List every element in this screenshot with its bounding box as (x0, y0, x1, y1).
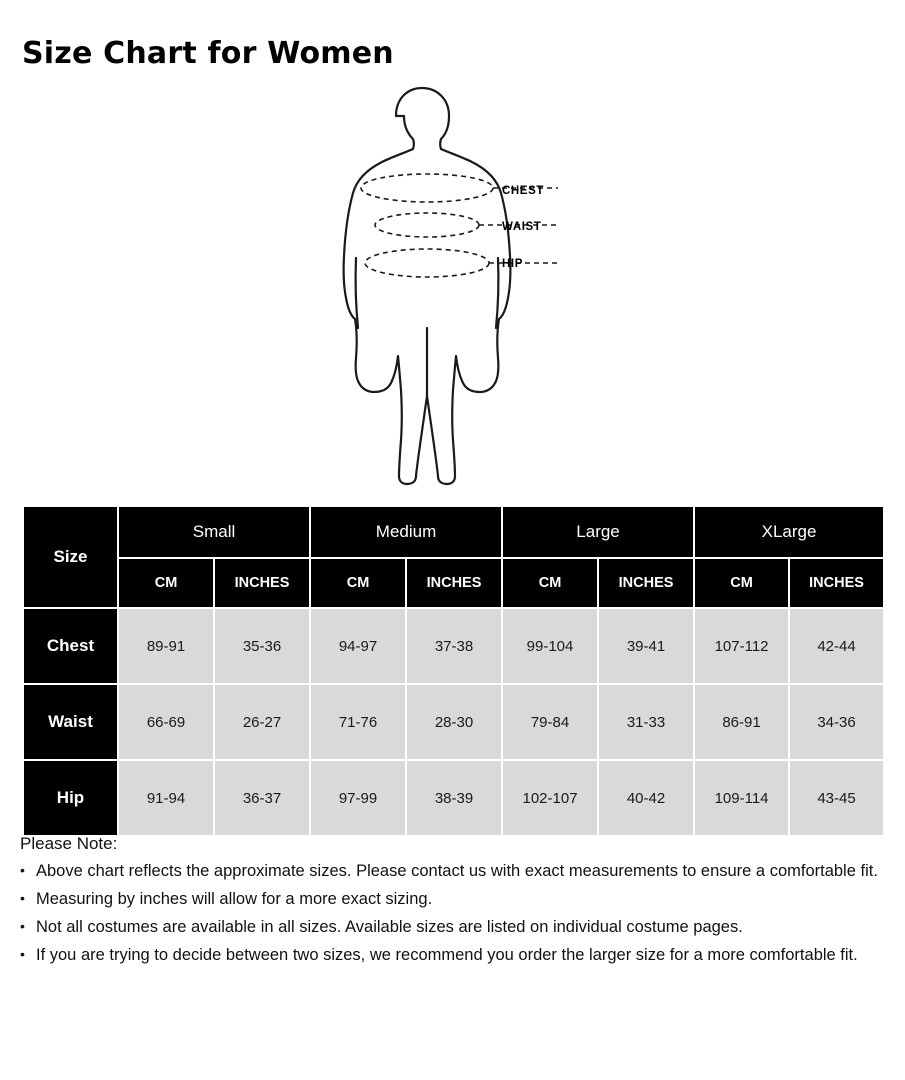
header-size: Size (23, 506, 118, 608)
cell-chest-large-in: 39-41 (598, 608, 694, 684)
chest-ellipse (361, 174, 493, 202)
cell-waist-large-cm: 79-84 (502, 684, 598, 760)
header-unit-cm-small: CM (118, 558, 214, 608)
header-unit-cm-medium: CM (310, 558, 406, 608)
cell-waist-xlarge-in: 34-36 (789, 684, 884, 760)
cell-hip-xlarge-cm: 109-114 (694, 760, 789, 836)
cell-waist-medium-cm: 71-76 (310, 684, 406, 760)
table-row (23, 760, 884, 836)
cell-hip-medium-cm: 97-99 (310, 760, 406, 836)
header-unit-inches-small: INCHES (214, 558, 310, 608)
female-body-outline-icon (300, 78, 600, 488)
cell-chest-xlarge-in: 42-44 (789, 608, 884, 684)
header-unit-inches-xlarge: INCHES (789, 558, 884, 608)
header-unit-cm-xlarge: CM (694, 558, 789, 608)
header-size-small: Small (118, 506, 310, 558)
header-size-medium: Medium (310, 506, 502, 558)
cell-hip-large-in: 40-42 (598, 760, 694, 836)
cell-hip-small-cm: 91-94 (118, 760, 214, 836)
cell-chest-small-cm: 89-91 (118, 608, 214, 684)
cell-hip-large-cm: 102-107 (502, 760, 598, 836)
cell-hip-xlarge-in: 43-45 (789, 760, 884, 836)
row-label-chest: Chest (23, 608, 118, 684)
header-unit-cm-large: CM (502, 558, 598, 608)
notes-heading: Please Note: (20, 834, 118, 853)
cell-waist-large-in: 31-33 (598, 684, 694, 760)
body-diagram (300, 78, 600, 488)
cell-chest-small-in: 35-36 (214, 608, 310, 684)
cell-chest-large-cm: 99-104 (502, 608, 598, 684)
cell-waist-small-in: 26-27 (214, 684, 310, 760)
waist-label: WAIST (502, 221, 542, 233)
header-unit-inches-medium: INCHES (406, 558, 502, 608)
chest-label: CHEST (502, 185, 544, 197)
list-item: • Measuring by inches will allow for a more exact sizing. (20, 889, 890, 911)
row-label-waist: Waist (23, 684, 118, 760)
hip-label: HIP (502, 258, 523, 270)
cell-chest-medium-in: 37-38 (406, 608, 502, 684)
header-size-large: Large (502, 506, 694, 558)
page-title: Size Chart for Women (22, 36, 394, 72)
list-item: • If you are trying to decide between two sizes, we recommend you order the larger size for a more comfortable fit. (20, 945, 890, 967)
header-unit-inches-large: INCHES (598, 558, 694, 608)
notes-section (20, 833, 890, 973)
cell-chest-xlarge-cm: 107-112 (694, 608, 789, 684)
cell-waist-small-cm: 66-69 (118, 684, 214, 760)
cell-waist-medium-in: 28-30 (406, 684, 502, 760)
table-header-row-sizes (23, 506, 884, 558)
cell-hip-medium-in: 38-39 (406, 760, 502, 836)
list-item: • Above chart reflects the approximate sizes. Please contact us with exact measurements to ensure a comfortable fit. (20, 861, 890, 883)
hip-ellipse (365, 249, 489, 277)
list-item: • Not all costumes are available in all sizes. Available sizes are listed on individual costume pages. (20, 917, 890, 939)
header-size-xlarge: XLarge (694, 506, 884, 558)
table-header-row-units (23, 558, 884, 608)
cell-hip-small-in: 36-37 (214, 760, 310, 836)
notes-list (20, 861, 890, 966)
table-row (23, 684, 884, 760)
row-label-hip: Hip (23, 760, 118, 836)
table-row (23, 608, 884, 684)
waist-ellipse (375, 213, 479, 237)
cell-chest-medium-cm: 94-97 (310, 608, 406, 684)
cell-waist-xlarge-cm: 86-91 (694, 684, 789, 760)
size-table (22, 505, 885, 837)
